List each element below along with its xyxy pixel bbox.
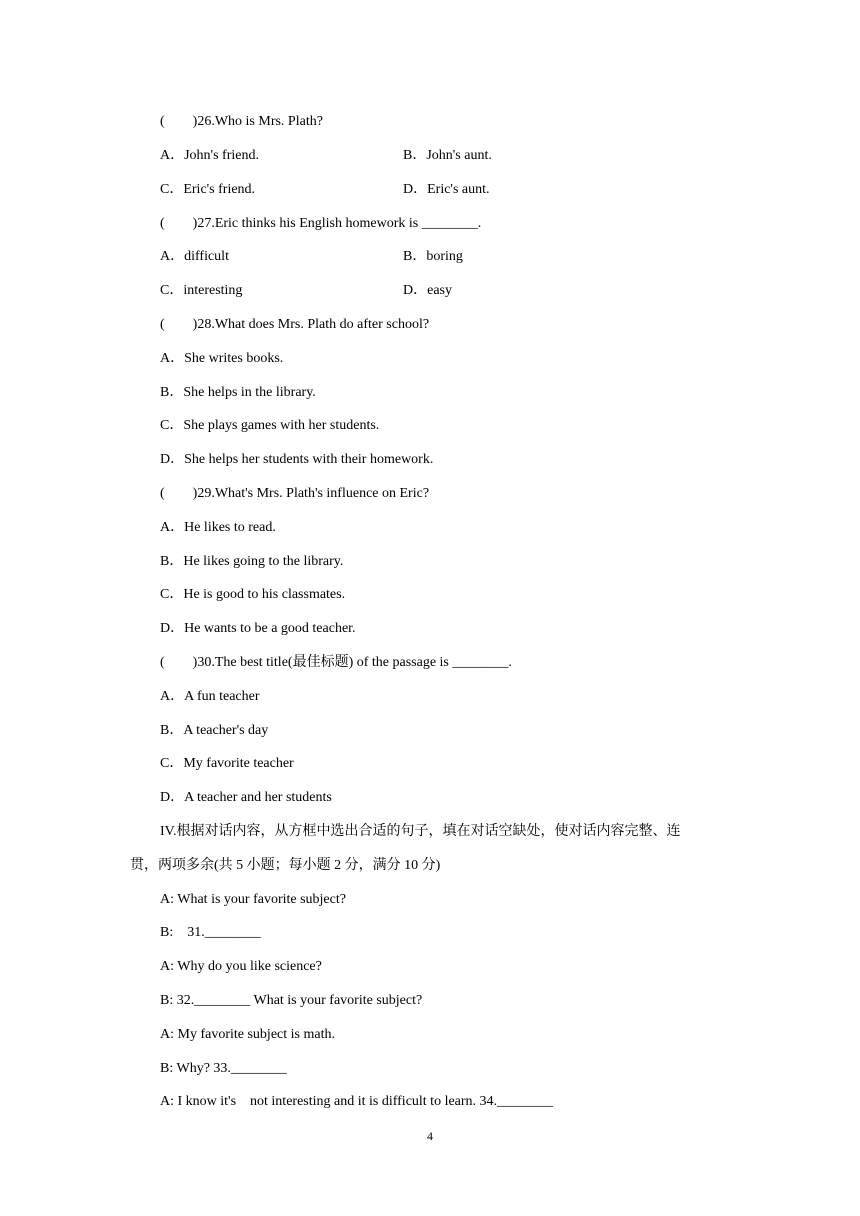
question-28-stem: ( )28.What does Mrs. Plath do after school? — [160, 317, 430, 332]
question-26-option-b: B．John's aunt. — [403, 148, 492, 163]
section-4-instruction-line-2: 贯，两项多余(共 5 小题；每小题 2 分，满分 10 分) — [130, 858, 441, 873]
dialogue-line: B: 31.________ — [160, 925, 261, 940]
question-29-option-d: D．He wants to be a good teacher. — [160, 621, 356, 636]
question-27-option-d: D．easy — [403, 283, 452, 298]
question-28-option-d: D．She helps her students with their homework. — [160, 452, 434, 467]
question-26-stem: ( )26.Who is Mrs. Plath? — [160, 114, 323, 129]
question-29-option-c: C．He is good to his classmates. — [160, 587, 346, 602]
dialogue-line: B: 32.________ What is your favorite subject? — [160, 993, 423, 1008]
question-30-option-b: B．A teacher's day — [160, 723, 269, 738]
question-30-option-d: D．A teacher and her students — [160, 790, 332, 805]
dialogue-line: A: My favorite subject is math. — [160, 1027, 335, 1042]
question-30-option-a: A．A fun teacher — [160, 689, 260, 704]
question-27-option-a: A．difficult — [160, 249, 229, 264]
question-27-stem: ( )27.Eric thinks his English homework is ________. — [160, 216, 482, 231]
question-29-option-a: A．He likes to read. — [160, 520, 276, 535]
question-26-option-a: A．John's friend. — [160, 148, 259, 163]
question-26-option-d: D．Eric's aunt. — [403, 182, 490, 197]
section-4-instruction-line-1: IV.根据对话内容，从方框中选出合适的句子，填在对话空缺处，使对话内容完整、连 — [160, 824, 681, 839]
question-27-option-b: B．boring — [403, 249, 463, 264]
question-30-stem: ( )30.The best title(最佳标题) of the passage is ________. — [160, 655, 512, 670]
question-26-option-c: C．Eric's friend. — [160, 182, 256, 197]
question-29-stem: ( )29.What's Mrs. Plath's influence on Eric? — [160, 486, 430, 501]
question-28-option-b: B．She helps in the library. — [160, 385, 316, 400]
question-30-option-c: C．My favorite teacher — [160, 756, 294, 771]
dialogue-line: A: I know it's not interesting and it is difficult to learn. 34.________ — [160, 1094, 554, 1109]
dialogue-line: B: Why? 33.________ — [160, 1061, 287, 1076]
question-28-option-a: A．She writes books. — [160, 351, 284, 366]
page-number: 4 — [427, 1129, 433, 1143]
question-27-option-c: C．interesting — [160, 283, 243, 298]
question-28-option-c: C．She plays games with her students. — [160, 418, 380, 433]
dialogue-line: A: What is your favorite subject? — [160, 892, 346, 907]
dialogue-line: A: Why do you like science? — [160, 959, 322, 974]
question-29-option-b: B．He likes going to the library. — [160, 554, 344, 569]
